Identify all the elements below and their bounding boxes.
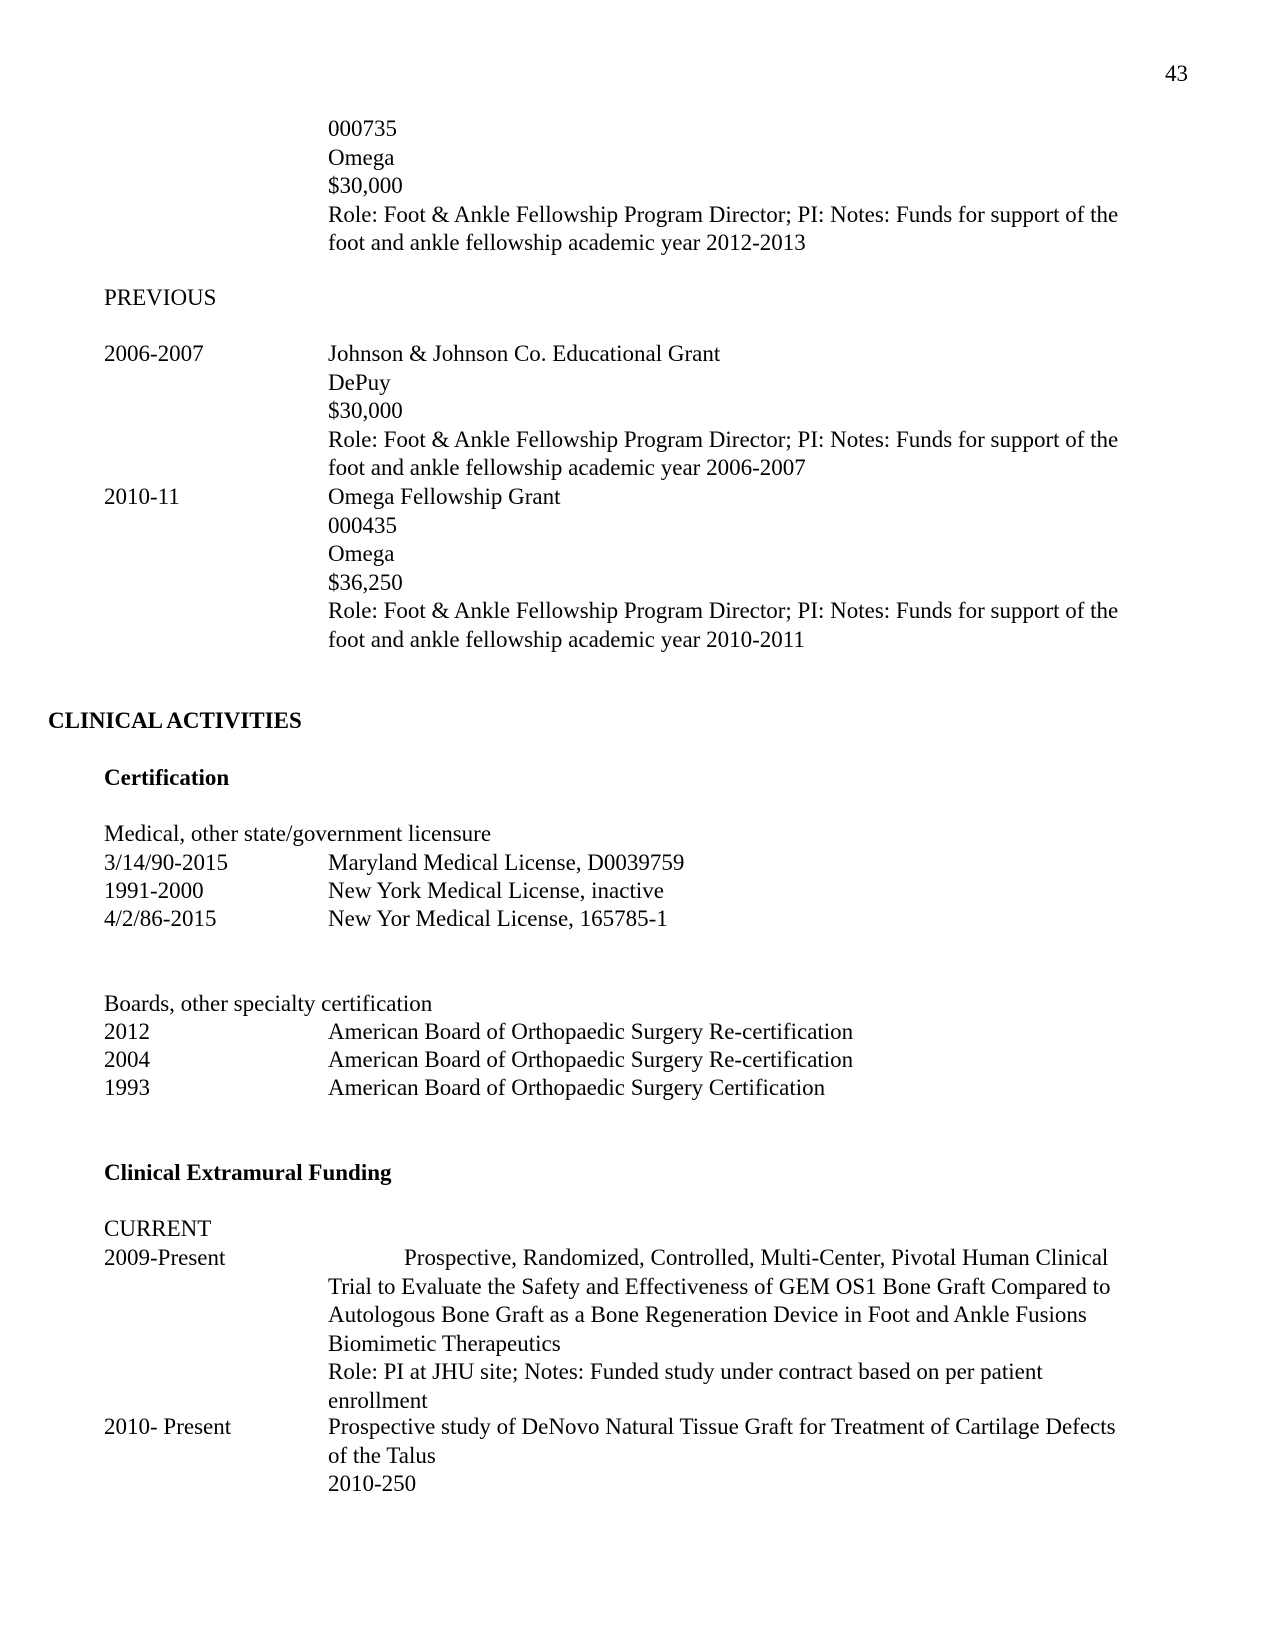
grant-line: Omega Fellowship Grant <box>328 484 561 509</box>
grant-line: 000435 <box>328 512 397 538</box>
funding-line: 2010-250 <box>328 1471 417 1496</box>
grant-entry <box>328 483 1208 654</box>
licensure-text: New York Medical License, inactive <box>328 878 664 903</box>
funding-line: Prospective study of DeNovo Natural Tissue Graft for Treatment of Cartilage Defects <box>328 1414 1116 1439</box>
board-text: American Board of Orthopaedic Surgery Certification <box>328 1075 826 1100</box>
board-date: 2004 <box>104 1047 150 1072</box>
grant-date: 2006-2007 <box>104 341 204 366</box>
grant-line: foot and ankle fellowship academic year 2010-2011 <box>328 626 805 652</box>
funding-line: of the Talus <box>328 1442 436 1468</box>
grant-line: Johnson & Johnson Co. Educational Grant <box>328 341 721 366</box>
funding-date: 2009-Present <box>104 1245 226 1270</box>
grant-line: DePuy <box>328 369 391 395</box>
grant-line: $30,000 <box>328 173 403 198</box>
grant-date: 2010-11 <box>104 484 180 509</box>
grant-line: 000735 <box>328 116 397 141</box>
page-number: 43 <box>1165 61 1188 86</box>
grant-line: $30,000 <box>328 398 403 423</box>
funding-line: Biomimetic Therapeutics <box>328 1330 561 1356</box>
board-date: 2012 <box>104 1019 150 1044</box>
licensure-text: New Yor Medical License, 165785-1 <box>328 906 668 931</box>
licensure-date: 4/2/86-2015 <box>104 906 217 931</box>
board-date: 1993 <box>104 1075 150 1100</box>
licensure-date: 1991-2000 <box>104 878 204 903</box>
funding-entry <box>328 1244 1208 1415</box>
licensure-date: 3/14/90-2015 <box>104 850 228 875</box>
grant-line: Role: Foot & Ankle Fellowship Program Director; PI: Notes: Funds for support of the <box>328 201 1119 227</box>
boards-label: Boards, other specialty certification <box>104 991 433 1016</box>
funding-entry <box>328 1413 1208 1499</box>
licensure-text: Maryland Medical License, D0039759 <box>328 850 685 875</box>
grant-line: Role: Foot & Ankle Fellowship Program Director; PI: Notes: Funds for support of the <box>328 426 1119 452</box>
section-heading-clinical-activities: CLINICAL ACTIVITIES <box>48 708 302 733</box>
funding-line: Autologous Bone Graft as a Bone Regeneration Device in Foot and Ankle Fusions <box>328 1302 1087 1327</box>
grant-line: Omega <box>328 541 395 566</box>
grant-line: Role: Foot & Ankle Fellowship Program Director; PI: Notes: Funds for support of the <box>328 598 1119 623</box>
funding-line: enrollment <box>328 1387 428 1413</box>
funding-line: Role: PI at JHU site; Notes: Funded study under contract based on per patient <box>328 1359 1043 1384</box>
funding-line: Prospective, Randomized, Controlled, Multi-Center, Pivotal Human Clinical <box>404 1245 1109 1270</box>
funding-line: Trial to Evaluate the Safety and Effectiveness of GEM OS1 Bone Graft Compared to <box>328 1273 1111 1299</box>
subheading-certification: Certification <box>104 765 230 790</box>
grant-entry-continued <box>328 115 1208 258</box>
grant-entry <box>328 340 1208 483</box>
grant-line: foot and ankle fellowship academic year 2006-2007 <box>328 455 806 480</box>
grant-line: $36,250 <box>328 569 403 595</box>
funding-date: 2010- Present <box>104 1414 232 1439</box>
current-label: CURRENT <box>104 1216 212 1241</box>
grant-line: foot and ankle fellowship academic year 2012-2013 <box>328 230 806 255</box>
previous-label: PREVIOUS <box>104 285 217 310</box>
board-text: American Board of Orthopaedic Surgery Re-certification <box>328 1019 854 1044</box>
licensure-label: Medical, other state/government licensure <box>104 821 492 846</box>
grant-line: Omega <box>328 144 395 170</box>
subheading-clinical-funding: Clinical Extramural Funding <box>104 1160 392 1185</box>
board-text: American Board of Orthopaedic Surgery Re-certification <box>328 1047 854 1072</box>
